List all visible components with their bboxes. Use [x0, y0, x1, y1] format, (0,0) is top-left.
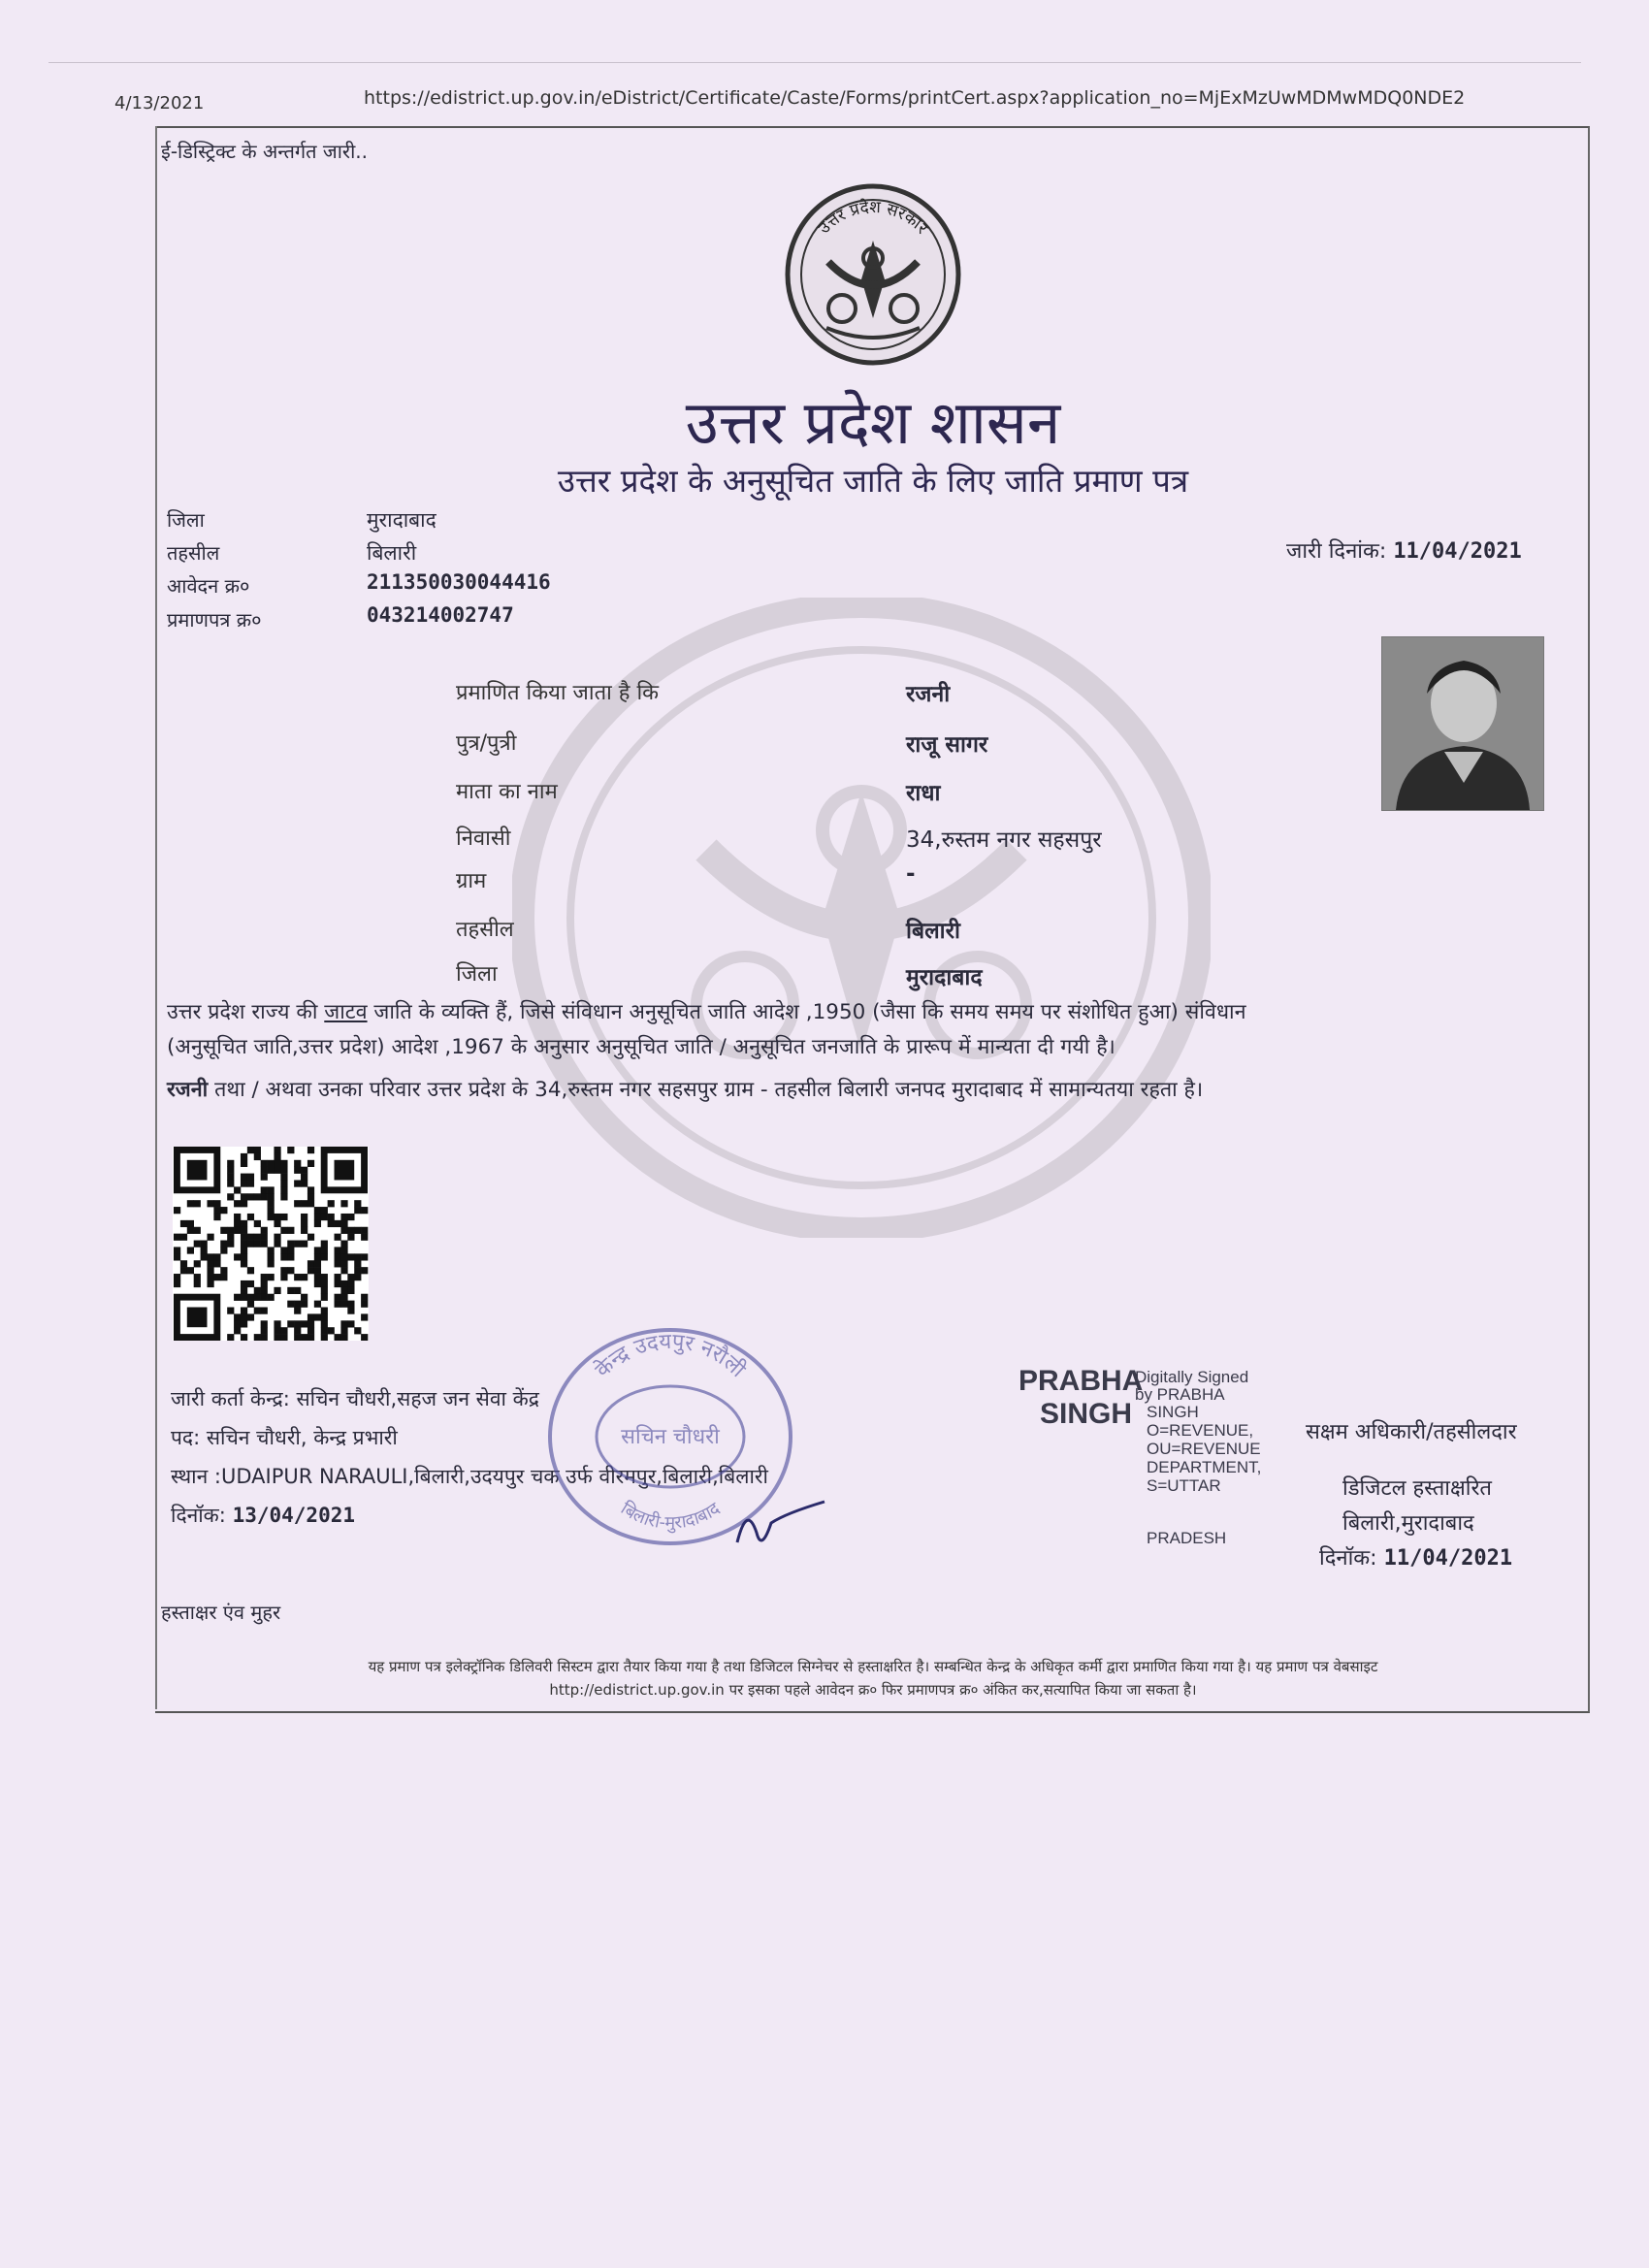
caste-name: जाटव [324, 1000, 368, 1024]
issued-under-text: ई-डिस्ट्रिक्ट के अन्तर्गत जारी.. [161, 140, 368, 163]
declaration-line-2: (अनुसूचित जाति,उत्तर प्रदेश) आदेश ,1967 के अनुसार अनुसूचित जाति / अनुसूचित जनजाति के प्रारूप में मान्यता दी गयी है। [167, 1035, 1116, 1059]
issuer-date [171, 1502, 355, 1529]
print-url[interactable]: https://edistrict.up.gov.in/eDistrict/Certificate/Caste/Forms/printCert.aspx?application_no=MjExMzUwMDMwMDQ0NDE2 [364, 87, 1466, 109]
certificate-subtitle: उत्तर प्रदेश के अनुसूचित जाति के लिए जाति प्रमाण पत्र [557, 462, 1189, 500]
officer-place: बिलारी,मुरादाबाद [1342, 1511, 1474, 1536]
issuer-place: स्थान :UDAIPUR NARAULI,बिलारी,उदयपुर चक उर्फ वीरमपुर,बिलारी,बिलारी [171, 1465, 768, 1488]
digital-sign-line: by PRABHA [1135, 1385, 1225, 1404]
svg-text:केन्द्र उदयपुर नरौली: केन्द्र उदयपुर नरौली [591, 1329, 750, 1383]
svg-text:सचिन चौधरी: सचिन चौधरी [621, 1425, 720, 1449]
declaration-name: रजनी [167, 1078, 209, 1102]
meta-value-application-no: 211350030044416 [367, 570, 551, 594]
field-label-parent: पुत्र/पुत्री [456, 731, 517, 756]
print-header-rule [48, 62, 1581, 63]
field-value-mother: राधा [906, 781, 941, 806]
field-value-father: राजू सागर [906, 732, 988, 758]
officer-date-label: दिनॉक: [1319, 1546, 1377, 1571]
person-photo-icon [1382, 637, 1543, 810]
declaration-text: उत्तर प्रदेश राज्य की [167, 1000, 325, 1024]
govt-title: उत्तर प्रदेश शासन [685, 387, 1061, 458]
issue-date-label: जारी दिनांक: [1286, 539, 1387, 564]
qr-code-icon [173, 1147, 369, 1341]
meta-label-district: जिला [167, 508, 205, 532]
meta-label-tehsil: तहसील [167, 541, 220, 565]
issuer-date-value: 13/04/2021 [232, 1504, 356, 1527]
svg-text:बिलारी-मुरादाबाद: बिलारी-मुरादाबाद [617, 1498, 725, 1534]
footer-note-line-2: http://edistrict.up.gov.in पर इसका पहले आवेदन क्र० फिर प्रमाणपत्र क्र० अंकित कर,सत्यापित किया जा सकता है। [549, 1681, 1197, 1699]
digital-sign-line: OU=REVENUE [1147, 1440, 1261, 1458]
field-label-village: ग्राम [456, 869, 487, 893]
declaration-line-3 [167, 1075, 1554, 1106]
signature-seal-label: हस्ताक्षर एंव मुहर [161, 1601, 281, 1624]
qr-code [173, 1147, 369, 1341]
up-govt-emblem-icon [784, 182, 962, 367]
field-value-village: - [906, 861, 916, 887]
field-value-resident: 34,रुस्तम नगर सहसपुर [906, 827, 1102, 853]
issuer-date-label: दिनॉक: [171, 1504, 226, 1527]
officer-date-value: 11/04/2021 [1383, 1546, 1513, 1571]
field-label-resident: निवासी [456, 826, 511, 851]
meta-value-tehsil: बिलारी [367, 541, 417, 565]
digital-sign-line: S=UTTAR [1147, 1476, 1221, 1495]
issuer-post: पद: सचिन चौधरी, केन्द्र प्रभारी [171, 1426, 398, 1449]
field-label-tehsil: तहसील [456, 918, 514, 942]
officer-title: सक्षम अधिकारी/तहसीलदार [1306, 1420, 1517, 1444]
issue-date-value: 11/04/2021 [1393, 539, 1522, 564]
certificate-frame-left [155, 126, 157, 1709]
field-value-tehsil: बिलारी [906, 919, 961, 944]
digital-sign-name-2: SINGH [1040, 1398, 1133, 1430]
digital-sign-name-1: PRABHA [1018, 1365, 1144, 1397]
issue-date [1286, 535, 1522, 565]
svg-text:उत्तर प्रदेश सरकार: उत्तर प्रदेश सरकार [814, 197, 932, 239]
meta-label-application-no: आवेदन क्र० [167, 574, 250, 598]
meta-value-certificate-no: 043214002747 [367, 603, 514, 627]
meta-value-district: मुरादाबाद [367, 508, 436, 532]
digital-sign-line: Digitally Signed [1135, 1368, 1249, 1386]
officer-signed: डिजिटल हस्ताक्षरित [1342, 1476, 1492, 1501]
declaration-line-1 [167, 997, 1554, 1028]
declaration-text: जाति के व्यक्ति हैं, जिसे संविधान अनुसूचित जाति आदेश ,1950 (जैसा कि समय समय पर संशोधित हुआ) संविधान [367, 1000, 1246, 1024]
digital-sign-line: PRADESH [1147, 1529, 1227, 1547]
digital-sign-line: DEPARTMENT, [1147, 1458, 1262, 1476]
issuer-centre: जारी कर्ता केन्द्र: सचिन चौधरी,सहज जन सेवा केंद्र [171, 1387, 539, 1410]
declaration-text: तथा / अथवा उनका परिवार उत्तर प्रदेश के 34,रुस्तम नगर सहसपुर ग्राम - तहसील बिलारी जनपद मुरादाबाद में सामान्यतया रहता है। [208, 1078, 1204, 1102]
digital-sign-line: O=REVENUE, [1147, 1421, 1254, 1440]
print-date: 4/13/2021 [114, 93, 205, 113]
meta-label-certificate-no: प्रमाणपत्र क्र० [167, 608, 262, 632]
applicant-photo [1381, 636, 1544, 811]
field-value-name: रजनी [906, 682, 951, 707]
field-label-mother: माता का नाम [456, 780, 558, 804]
officer-date [1319, 1542, 1512, 1571]
field-label-district: जिला [456, 962, 498, 987]
digital-sign-line: SINGH [1147, 1403, 1199, 1421]
footer-note-line-1: यह प्रमाण पत्र इलेक्ट्रॉनिक डिलिवरी सिस्टम द्वारा तैयार किया गया है तथा डिजिटल सिग्नेचर से हस्ताक्षरित है। सम्बन्धित केन्द्र के अधिकृत कर्मी द्वारा प्रमाणित किया गया है। यह प्रमाण पत्र वेबसाइट [368, 1658, 1378, 1675]
field-label-certified: प्रमाणित किया जाता है कि [456, 681, 660, 705]
field-value-district: मुरादाबाद [906, 965, 983, 990]
handwritten-signature [718, 1494, 834, 1562]
